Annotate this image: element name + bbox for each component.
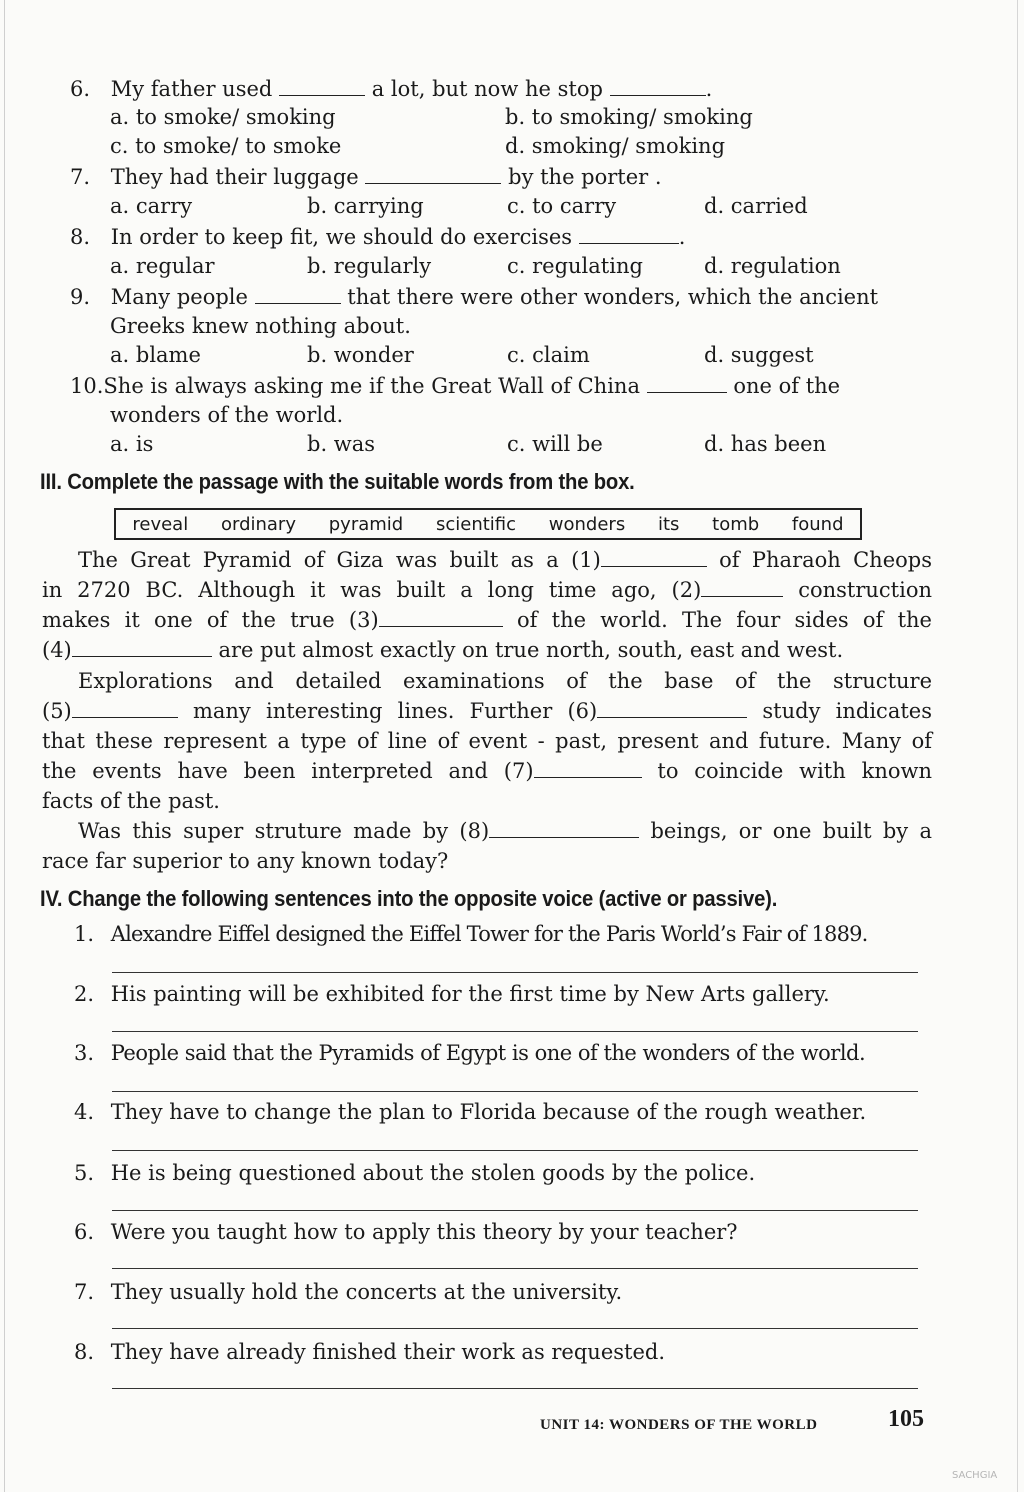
item-sentence: His painting will be exhibited for the first time by New Arts gallery. bbox=[110, 982, 830, 1006]
question-stem: They had their luggage bbox=[110, 165, 359, 189]
passage-text: beings, or one built by a bbox=[650, 819, 932, 843]
question-7 bbox=[70, 164, 662, 190]
watermark: SACHGIA bbox=[952, 1470, 998, 1481]
answer-blank[interactable] bbox=[279, 77, 365, 96]
item-number: 6. bbox=[74, 1220, 95, 1244]
question-stem: by the porter . bbox=[508, 165, 662, 189]
option-a[interactable]: a. regular bbox=[110, 254, 215, 278]
item-sentence: They have already finished their work as requested. bbox=[110, 1340, 666, 1364]
answer-blank-2[interactable] bbox=[701, 578, 783, 597]
question-end: . bbox=[678, 225, 686, 249]
passage-text: of the world. The four sides of the bbox=[516, 608, 932, 632]
word-box-item: ordinary bbox=[220, 513, 296, 535]
item-sentence: They have to change the plan to Florida because of the rough weather. bbox=[110, 1100, 867, 1124]
passage-line bbox=[42, 816, 932, 846]
passage-line: that these represent a type of line of event - past, present and future. Many of bbox=[42, 729, 932, 753]
question-number: 9. bbox=[70, 285, 91, 309]
answer-blank-4[interactable] bbox=[72, 638, 212, 657]
word-box-item: found bbox=[791, 513, 844, 535]
word-box-item: scientific bbox=[435, 513, 517, 535]
passage-line bbox=[42, 605, 932, 635]
question-number: 6. bbox=[70, 77, 91, 101]
passage-line: Explorations and detailed examinations of the base of the structure bbox=[78, 669, 932, 693]
question-number: 10. bbox=[70, 374, 104, 398]
item-sentence: He is being questioned about the stolen goods by the police. bbox=[110, 1161, 756, 1185]
item-sentence: Were you taught how to apply this theory by your teacher? bbox=[110, 1220, 738, 1244]
rewrite-item-1 bbox=[74, 921, 868, 947]
rewrite-item-8 bbox=[74, 1339, 665, 1365]
answer-line-6[interactable] bbox=[112, 1268, 918, 1269]
answer-blank[interactable] bbox=[255, 285, 341, 304]
answer-line-3[interactable] bbox=[112, 1091, 918, 1092]
passage-text: the events have been interpreted and (7) bbox=[42, 759, 534, 783]
rewrite-item-2 bbox=[74, 981, 830, 1007]
passage-text: are put almost exactly on true north, south, east and west. bbox=[218, 638, 844, 662]
section-heading-iv: IV. Change the following sentences into the opposite voice (active or passive). bbox=[40, 886, 778, 911]
answer-blank-5[interactable] bbox=[72, 699, 178, 718]
item-number: 1. bbox=[74, 922, 95, 946]
answer-blank[interactable] bbox=[579, 225, 679, 244]
question-stem: In order to keep fit, we should do exercises bbox=[110, 225, 573, 249]
question-9 bbox=[70, 284, 878, 310]
answer-blank-7[interactable] bbox=[534, 759, 642, 778]
answer-blank-6[interactable] bbox=[597, 699, 747, 718]
page-edge-left bbox=[4, 0, 5, 1492]
answer-line-1[interactable] bbox=[112, 972, 918, 973]
question-stem: Many people bbox=[110, 285, 248, 309]
item-number: 8. bbox=[74, 1340, 95, 1364]
footer-unit-title: UNIT 14: WONDERS OF THE WORLD bbox=[540, 1417, 818, 1433]
answer-blank-8[interactable] bbox=[489, 819, 639, 838]
passage-text: construction bbox=[798, 578, 932, 602]
question-8 bbox=[70, 224, 685, 250]
rewrite-item-7 bbox=[74, 1279, 622, 1305]
rewrite-item-5 bbox=[74, 1160, 755, 1186]
option-b[interactable]: b. carrying bbox=[307, 194, 424, 218]
passage-text: (4) bbox=[42, 638, 72, 662]
option-d[interactable]: d. suggest bbox=[704, 343, 814, 367]
question-number: 7. bbox=[70, 165, 91, 189]
rewrite-item-4 bbox=[74, 1099, 866, 1125]
item-sentence: People said that the Pyramids of Egypt is one of the wonders of the world. bbox=[110, 1041, 866, 1065]
answer-blank[interactable] bbox=[365, 165, 501, 184]
passage-line bbox=[42, 696, 932, 726]
word-box-item: reveal bbox=[132, 513, 189, 535]
option-b[interactable]: b. regularly bbox=[307, 254, 432, 278]
passage-text: of Pharaoh Cheops bbox=[719, 548, 932, 572]
question-6 bbox=[70, 76, 712, 102]
option-a[interactable]: a. is bbox=[110, 432, 154, 456]
rewrite-item-3 bbox=[74, 1040, 865, 1066]
item-number: 2. bbox=[74, 982, 95, 1006]
passage-line bbox=[42, 575, 932, 605]
passage-line bbox=[42, 635, 932, 665]
passage-text: makes it one of the true (3) bbox=[42, 608, 379, 632]
question-stem: one of the bbox=[733, 374, 841, 398]
passage-paragraph-1 bbox=[42, 545, 932, 665]
option-d[interactable]: d. regulation bbox=[704, 254, 841, 278]
answer-blank-1[interactable] bbox=[601, 548, 707, 567]
item-sentence: They usually hold the concerts at the university. bbox=[110, 1280, 623, 1304]
passage-text: many interesting lines. Further (6) bbox=[192, 699, 598, 723]
option-b[interactable]: b. wonder bbox=[307, 343, 414, 367]
answer-blank[interactable] bbox=[610, 77, 706, 96]
page-number: 105 bbox=[888, 1406, 924, 1432]
option-a[interactable]: a. carry bbox=[110, 194, 193, 218]
option-c[interactable]: c. will be bbox=[507, 432, 603, 456]
answer-line-4[interactable] bbox=[112, 1150, 918, 1151]
passage-paragraph-2 bbox=[42, 666, 932, 816]
passage-line bbox=[42, 545, 932, 575]
passage-text: The Great Pyramid of Giza was built as a (1) bbox=[78, 548, 601, 572]
word-box bbox=[114, 508, 862, 540]
word-box-item: pyramid bbox=[328, 513, 404, 535]
answer-blank[interactable] bbox=[647, 374, 727, 393]
item-number: 5. bbox=[74, 1161, 95, 1185]
answer-blank-3[interactable] bbox=[379, 608, 503, 627]
word-box-item: tomb bbox=[712, 513, 760, 535]
section-heading-iii: III. Complete the passage with the suitable words from the box. bbox=[40, 469, 635, 494]
question-10 bbox=[70, 373, 840, 399]
option-d[interactable]: d. carried bbox=[704, 194, 808, 218]
answer-line-8[interactable] bbox=[112, 1388, 918, 1389]
passage-paragraph-3 bbox=[42, 816, 932, 876]
option-b[interactable]: b. was bbox=[307, 432, 376, 456]
question-number: 8. bbox=[70, 225, 91, 249]
item-number: 3. bbox=[74, 1041, 95, 1065]
answer-line-2[interactable] bbox=[112, 1031, 918, 1032]
question-stem: a lot, but now he stop bbox=[371, 77, 603, 101]
question-stem-cont: wonders of the world. bbox=[110, 403, 344, 427]
option-a[interactable]: a. blame bbox=[110, 343, 201, 367]
answer-line-7[interactable] bbox=[112, 1328, 918, 1329]
word-box-item: its bbox=[657, 513, 680, 535]
option-c[interactable]: c. regulating bbox=[507, 254, 643, 278]
item-sentence: Alexandre Eiffel designed the Eiffel Tower for the Paris World’s Fair of 1889. bbox=[110, 922, 868, 946]
page-edge-right bbox=[1017, 0, 1018, 1492]
passage-line bbox=[42, 756, 932, 786]
question-stem: that there were other wonders, which the ancient bbox=[347, 285, 879, 309]
option-c[interactable]: c. to smoke/ to smoke bbox=[110, 134, 342, 158]
answer-line-5[interactable] bbox=[112, 1210, 918, 1211]
question-stem-cont: Greeks knew nothing about. bbox=[110, 314, 411, 338]
passage-text: in 2720 BC. Although it was built a long time ago, (2) bbox=[42, 578, 702, 602]
question-stem: My father used bbox=[110, 77, 273, 101]
word-box-item: wonders bbox=[548, 513, 626, 535]
passage-line: race far superior to any known today? bbox=[42, 849, 449, 873]
question-stem: She is always asking me if the Great Wall of China bbox=[103, 374, 640, 398]
rewrite-item-6 bbox=[74, 1219, 738, 1245]
option-c[interactable]: c. to carry bbox=[507, 194, 617, 218]
option-c[interactable]: c. claim bbox=[507, 343, 590, 367]
option-d[interactable]: d. smoking/ smoking bbox=[505, 134, 726, 158]
passage-line: facts of the past. bbox=[42, 789, 220, 813]
option-d[interactable]: d. has been bbox=[704, 432, 827, 456]
option-a[interactable]: a. to smoke/ smoking bbox=[110, 105, 336, 129]
passage-text: study indicates bbox=[762, 699, 932, 723]
passage-text: to coincide with known bbox=[657, 759, 932, 783]
option-b[interactable]: b. to smoking/ smoking bbox=[505, 105, 753, 129]
question-end: . bbox=[705, 77, 713, 101]
passage-text: Was this super struture made by (8) bbox=[78, 819, 490, 843]
item-number: 4. bbox=[74, 1100, 95, 1124]
item-number: 7. bbox=[74, 1280, 95, 1304]
passage-text: (5) bbox=[42, 699, 72, 723]
